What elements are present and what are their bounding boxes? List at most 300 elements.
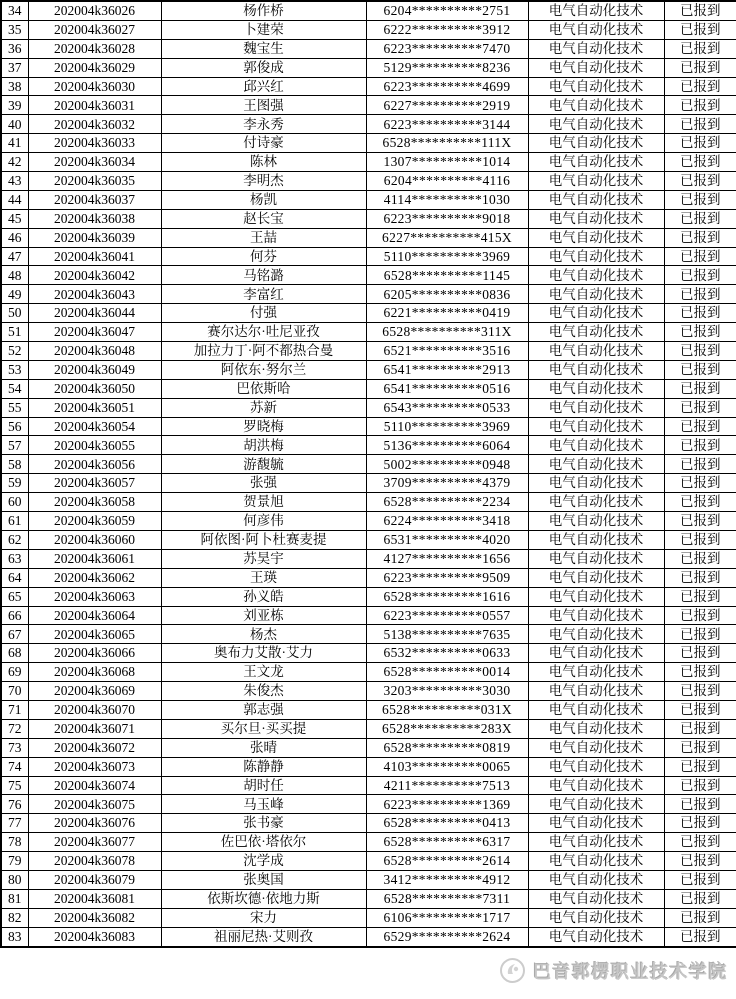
status-badge: 已报到	[664, 455, 736, 474]
row-number: 58	[1, 455, 28, 474]
student-name: 杨凯	[161, 190, 366, 209]
status-badge: 已报到	[664, 417, 736, 436]
student-name: 王文龙	[161, 663, 366, 682]
table-row	[1, 530, 736, 549]
student-name: 祖丽尼热·艾则孜	[161, 927, 366, 946]
student-id: 202004k36031	[28, 96, 161, 115]
student-id: 202004k36049	[28, 360, 161, 379]
major: 电气自动化技术	[528, 20, 664, 39]
card-number: 5110**********3969	[366, 247, 528, 266]
row-number: 63	[1, 549, 28, 568]
major: 电气自动化技术	[528, 814, 664, 833]
card-number: 6528**********283X	[366, 719, 528, 738]
table-row	[1, 889, 736, 908]
major: 电气自动化技术	[528, 625, 664, 644]
card-number: 6223**********9018	[366, 209, 528, 228]
status-badge: 已报到	[664, 285, 736, 304]
student-name: 胡洪梅	[161, 436, 366, 455]
major: 电气自动化技术	[528, 606, 664, 625]
student-name: 郭俊成	[161, 58, 366, 77]
table-row	[1, 870, 736, 889]
row-number: 52	[1, 342, 28, 361]
major: 电气自动化技术	[528, 757, 664, 776]
status-badge: 已报到	[664, 323, 736, 342]
school-emblem-icon	[499, 957, 526, 984]
student-name: 魏宝生	[161, 39, 366, 58]
student-name: 张书豪	[161, 814, 366, 833]
row-number: 76	[1, 795, 28, 814]
student-name: 张强	[161, 474, 366, 493]
row-number: 45	[1, 209, 28, 228]
card-number: 6528**********031X	[366, 700, 528, 719]
card-number: 6528**********7311	[366, 889, 528, 908]
major: 电气自动化技术	[528, 682, 664, 701]
student-id: 202004k36061	[28, 549, 161, 568]
status-badge: 已报到	[664, 757, 736, 776]
status-badge: 已报到	[664, 134, 736, 153]
major: 电气自动化技术	[528, 530, 664, 549]
card-number: 6223**********1369	[366, 795, 528, 814]
table-row	[1, 153, 736, 172]
status-badge: 已报到	[664, 512, 736, 531]
row-number: 66	[1, 606, 28, 625]
status-badge: 已报到	[664, 436, 736, 455]
row-number: 60	[1, 493, 28, 512]
table-row	[1, 266, 736, 285]
major: 电气自动化技术	[528, 587, 664, 606]
row-number: 57	[1, 436, 28, 455]
status-badge: 已报到	[664, 795, 736, 814]
student-name: 买尔旦·买买提	[161, 719, 366, 738]
row-number: 54	[1, 379, 28, 398]
card-number: 3412**********4912	[366, 870, 528, 889]
student-id: 202004k36030	[28, 77, 161, 96]
table-row	[1, 77, 736, 96]
card-number: 5110**********3969	[366, 417, 528, 436]
student-name: 何彦伟	[161, 512, 366, 531]
major: 电气自动化技术	[528, 512, 664, 531]
major: 电气自动化技术	[528, 644, 664, 663]
major: 电气自动化技术	[528, 379, 664, 398]
row-number: 51	[1, 323, 28, 342]
student-id: 202004k36064	[28, 606, 161, 625]
card-number: 6528**********2234	[366, 493, 528, 512]
row-number: 46	[1, 228, 28, 247]
table-row	[1, 719, 736, 738]
card-number: 6528**********2614	[366, 852, 528, 871]
student-name: 卜建荣	[161, 20, 366, 39]
student-id: 202004k36081	[28, 889, 161, 908]
major: 电气自动化技术	[528, 285, 664, 304]
major: 电气自动化技术	[528, 58, 664, 77]
table-row	[1, 1, 736, 20]
row-number: 44	[1, 190, 28, 209]
status-badge: 已报到	[664, 342, 736, 361]
student-id: 202004k36059	[28, 512, 161, 531]
student-name: 陈静静	[161, 757, 366, 776]
major: 电气自动化技术	[528, 417, 664, 436]
table-row	[1, 700, 736, 719]
status-badge: 已报到	[664, 908, 736, 927]
student-id: 202004k36039	[28, 228, 161, 247]
table-row	[1, 247, 736, 266]
table-row	[1, 134, 736, 153]
major: 电气自动化技术	[528, 889, 664, 908]
table-row	[1, 663, 736, 682]
card-number: 6543**********0533	[366, 398, 528, 417]
table-row	[1, 852, 736, 871]
student-id: 202004k36048	[28, 342, 161, 361]
table-row	[1, 474, 736, 493]
student-name: 杨作桥	[161, 1, 366, 20]
student-id: 202004k36058	[28, 493, 161, 512]
row-number: 53	[1, 360, 28, 379]
major: 电气自动化技术	[528, 304, 664, 323]
card-number: 6204**********4116	[366, 172, 528, 191]
status-badge: 已报到	[664, 266, 736, 285]
row-number: 68	[1, 644, 28, 663]
status-badge: 已报到	[664, 153, 736, 172]
student-id: 202004k36026	[28, 1, 161, 20]
major: 电气自动化技术	[528, 474, 664, 493]
student-name: 何芬	[161, 247, 366, 266]
card-number: 6528**********311X	[366, 323, 528, 342]
status-badge: 已报到	[664, 304, 736, 323]
status-badge: 已报到	[664, 247, 736, 266]
status-badge: 已报到	[664, 587, 736, 606]
row-number: 83	[1, 927, 28, 946]
student-id: 202004k36070	[28, 700, 161, 719]
student-name: 奥布力艾散·艾力	[161, 644, 366, 663]
major: 电气自动化技术	[528, 96, 664, 115]
row-number: 67	[1, 625, 28, 644]
student-id: 202004k36051	[28, 398, 161, 417]
student-id: 202004k36042	[28, 266, 161, 285]
row-number: 65	[1, 587, 28, 606]
row-number: 59	[1, 474, 28, 493]
card-number: 6223**********7470	[366, 39, 528, 58]
student-name: 邱兴红	[161, 77, 366, 96]
major: 电气自动化技术	[528, 738, 664, 757]
status-badge: 已报到	[664, 77, 736, 96]
card-number: 5002**********0948	[366, 455, 528, 474]
student-id: 202004k36062	[28, 568, 161, 587]
row-number: 48	[1, 266, 28, 285]
card-number: 5138**********7635	[366, 625, 528, 644]
row-number: 38	[1, 77, 28, 96]
major: 电气自动化技术	[528, 776, 664, 795]
row-number: 71	[1, 700, 28, 719]
student-id: 202004k36047	[28, 323, 161, 342]
status-badge: 已报到	[664, 644, 736, 663]
card-number: 6205**********0836	[366, 285, 528, 304]
row-number: 50	[1, 304, 28, 323]
table-row	[1, 908, 736, 927]
card-number: 4103**********0065	[366, 757, 528, 776]
card-number: 6531**********4020	[366, 530, 528, 549]
table-row	[1, 417, 736, 436]
row-number: 47	[1, 247, 28, 266]
major: 电气自动化技术	[528, 134, 664, 153]
major: 电气自动化技术	[528, 172, 664, 191]
status-badge: 已报到	[664, 115, 736, 134]
student-name: 阿依图·阿卜杜赛麦提	[161, 530, 366, 549]
major: 电气自动化技术	[528, 39, 664, 58]
student-id: 202004k36066	[28, 644, 161, 663]
table-row	[1, 776, 736, 795]
status-badge: 已报到	[664, 776, 736, 795]
table-row	[1, 587, 736, 606]
row-number: 75	[1, 776, 28, 795]
watermark-footer	[0, 948, 736, 994]
major: 电气自动化技术	[528, 77, 664, 96]
status-badge: 已报到	[664, 474, 736, 493]
card-number: 3203**********3030	[366, 682, 528, 701]
card-number: 4114**********1030	[366, 190, 528, 209]
row-number: 78	[1, 833, 28, 852]
student-id: 202004k36033	[28, 134, 161, 153]
status-badge: 已报到	[664, 360, 736, 379]
row-number: 36	[1, 39, 28, 58]
student-name: 苏昊宇	[161, 549, 366, 568]
student-id: 202004k36077	[28, 833, 161, 852]
student-id: 202004k36038	[28, 209, 161, 228]
student-id: 202004k36075	[28, 795, 161, 814]
student-id: 202004k36055	[28, 436, 161, 455]
major: 电气自动化技术	[528, 700, 664, 719]
status-badge: 已报到	[664, 719, 736, 738]
student-id: 202004k36037	[28, 190, 161, 209]
row-number: 77	[1, 814, 28, 833]
student-name: 马铭潞	[161, 266, 366, 285]
row-number: 79	[1, 852, 28, 871]
table-row	[1, 209, 736, 228]
card-number: 6227**********2919	[366, 96, 528, 115]
card-number: 6528**********1616	[366, 587, 528, 606]
table-row	[1, 39, 736, 58]
status-badge: 已报到	[664, 682, 736, 701]
card-number: 6528**********0413	[366, 814, 528, 833]
status-badge: 已报到	[664, 738, 736, 757]
student-name: 马玉峰	[161, 795, 366, 814]
row-number: 42	[1, 153, 28, 172]
card-number: 6528**********111X	[366, 134, 528, 153]
student-id: 202004k36056	[28, 455, 161, 474]
student-id: 202004k36083	[28, 927, 161, 946]
student-id: 202004k36057	[28, 474, 161, 493]
table-row	[1, 172, 736, 191]
row-number: 56	[1, 417, 28, 436]
card-number: 6224**********3418	[366, 512, 528, 531]
student-id: 202004k36050	[28, 379, 161, 398]
card-number: 6223**********0557	[366, 606, 528, 625]
student-id: 202004k36071	[28, 719, 161, 738]
status-badge: 已报到	[664, 39, 736, 58]
student-name: 王喆	[161, 228, 366, 247]
student-id: 202004k36082	[28, 908, 161, 927]
status-badge: 已报到	[664, 870, 736, 889]
student-id: 202004k36032	[28, 115, 161, 134]
row-number: 40	[1, 115, 28, 134]
major: 电气自动化技术	[528, 360, 664, 379]
table-row	[1, 814, 736, 833]
table-row	[1, 606, 736, 625]
student-id: 202004k36043	[28, 285, 161, 304]
status-badge: 已报到	[664, 663, 736, 682]
student-name: 李永秀	[161, 115, 366, 134]
table-row	[1, 323, 736, 342]
major: 电气自动化技术	[528, 153, 664, 172]
table-row	[1, 927, 736, 946]
table-row	[1, 96, 736, 115]
student-id: 202004k36034	[28, 153, 161, 172]
student-name: 赵长宝	[161, 209, 366, 228]
student-name: 郭志强	[161, 700, 366, 719]
row-number: 55	[1, 398, 28, 417]
row-number: 34	[1, 1, 28, 20]
table-row	[1, 398, 736, 417]
major: 电气自动化技术	[528, 795, 664, 814]
table-row	[1, 738, 736, 757]
student-id: 202004k36068	[28, 663, 161, 682]
student-id: 202004k36072	[28, 738, 161, 757]
card-number: 6222**********3912	[366, 20, 528, 39]
student-name: 胡时任	[161, 776, 366, 795]
card-number: 4211**********7513	[366, 776, 528, 795]
major: 电气自动化技术	[528, 852, 664, 871]
major: 电气自动化技术	[528, 398, 664, 417]
student-id: 202004k36029	[28, 58, 161, 77]
student-id: 202004k36041	[28, 247, 161, 266]
student-id: 202004k36076	[28, 814, 161, 833]
status-badge: 已报到	[664, 927, 736, 946]
status-badge: 已报到	[664, 814, 736, 833]
status-badge: 已报到	[664, 549, 736, 568]
major: 电气自动化技术	[528, 663, 664, 682]
major: 电气自动化技术	[528, 436, 664, 455]
row-number: 39	[1, 96, 28, 115]
student-name: 贺景旭	[161, 493, 366, 512]
student-name: 巴依斯哈	[161, 379, 366, 398]
card-number: 6221**********0419	[366, 304, 528, 323]
status-badge: 已报到	[664, 172, 736, 191]
row-number: 41	[1, 134, 28, 153]
major: 电气自动化技术	[528, 455, 664, 474]
card-number: 6204**********2751	[366, 1, 528, 20]
card-number: 6106**********1717	[366, 908, 528, 927]
row-number: 80	[1, 870, 28, 889]
school-name-watermark: 巴音郭楞职业技术学院	[533, 961, 728, 982]
card-number: 4127**********1656	[366, 549, 528, 568]
row-number: 64	[1, 568, 28, 587]
student-id: 202004k36063	[28, 587, 161, 606]
table-row	[1, 115, 736, 134]
card-number: 5136**********6064	[366, 436, 528, 455]
table-row	[1, 379, 736, 398]
student-name: 付强	[161, 304, 366, 323]
major: 电气自动化技术	[528, 568, 664, 587]
table-row	[1, 795, 736, 814]
major: 电气自动化技术	[528, 927, 664, 946]
roster-table-body	[1, 1, 736, 947]
row-number: 72	[1, 719, 28, 738]
student-id: 202004k36027	[28, 20, 161, 39]
major: 电气自动化技术	[528, 247, 664, 266]
student-name: 沈学成	[161, 852, 366, 871]
status-badge: 已报到	[664, 833, 736, 852]
table-row	[1, 833, 736, 852]
status-badge: 已报到	[664, 625, 736, 644]
row-number: 43	[1, 172, 28, 191]
major: 电气自动化技术	[528, 493, 664, 512]
table-row	[1, 58, 736, 77]
student-id: 202004k36035	[28, 172, 161, 191]
student-id: 202004k36078	[28, 852, 161, 871]
student-id: 202004k36044	[28, 304, 161, 323]
row-number: 62	[1, 530, 28, 549]
table-row	[1, 625, 736, 644]
row-number: 81	[1, 889, 28, 908]
student-name: 杨杰	[161, 625, 366, 644]
status-badge: 已报到	[664, 852, 736, 871]
status-badge: 已报到	[664, 493, 736, 512]
table-row	[1, 549, 736, 568]
student-name: 依斯坎德·依地力斯	[161, 889, 366, 908]
major: 电气自动化技术	[528, 190, 664, 209]
table-row	[1, 190, 736, 209]
student-id: 202004k36028	[28, 39, 161, 58]
major: 电气自动化技术	[528, 266, 664, 285]
table-row	[1, 342, 736, 361]
status-badge: 已报到	[664, 190, 736, 209]
row-number: 69	[1, 663, 28, 682]
card-number: 5129**********8236	[366, 58, 528, 77]
card-number: 6541**********0516	[366, 379, 528, 398]
major: 电气自动化技术	[528, 228, 664, 247]
card-number: 6529**********2624	[366, 927, 528, 946]
student-name: 罗晓梅	[161, 417, 366, 436]
table-row	[1, 568, 736, 587]
student-name: 王瑛	[161, 568, 366, 587]
row-number: 61	[1, 512, 28, 531]
student-name: 游馥毓	[161, 455, 366, 474]
row-number: 37	[1, 58, 28, 77]
student-id: 202004k36065	[28, 625, 161, 644]
status-badge: 已报到	[664, 530, 736, 549]
major: 电气自动化技术	[528, 209, 664, 228]
student-name: 王图强	[161, 96, 366, 115]
status-badge: 已报到	[664, 606, 736, 625]
card-number: 1307**********1014	[366, 153, 528, 172]
student-name: 陈林	[161, 153, 366, 172]
student-id: 202004k36073	[28, 757, 161, 776]
row-number: 35	[1, 20, 28, 39]
table-row	[1, 644, 736, 663]
student-name: 朱俊杰	[161, 682, 366, 701]
table-row	[1, 304, 736, 323]
card-number: 6223**********4699	[366, 77, 528, 96]
student-name: 刘亚栋	[161, 606, 366, 625]
status-badge: 已报到	[664, 568, 736, 587]
table-row	[1, 682, 736, 701]
card-number: 6528**********0014	[366, 663, 528, 682]
status-badge: 已报到	[664, 700, 736, 719]
student-id: 202004k36054	[28, 417, 161, 436]
card-number: 6223**********3144	[366, 115, 528, 134]
row-number: 74	[1, 757, 28, 776]
major: 电气自动化技术	[528, 719, 664, 738]
major: 电气自动化技术	[528, 323, 664, 342]
